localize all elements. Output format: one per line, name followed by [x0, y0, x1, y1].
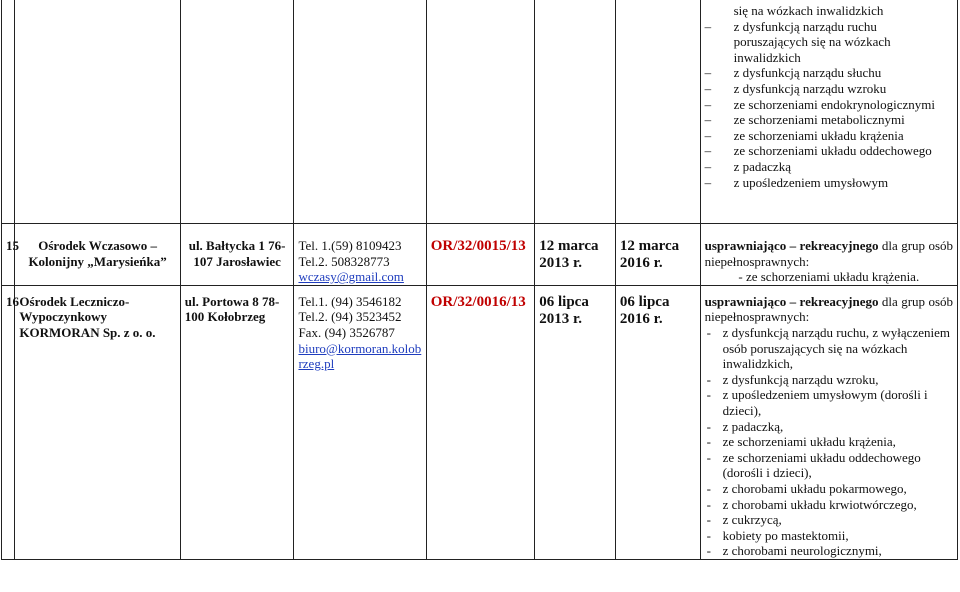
scope-list	[705, 325, 953, 559]
list-item: - z upośledzeniem umysłowym (dorośli i dzieci),	[705, 387, 953, 418]
list-item: - z dysfunkcją narządu wzroku,	[705, 372, 953, 388]
list-item: - ze schorzeniami układu oddechowego (dorośli i dzieci),	[705, 450, 953, 481]
date-to	[615, 0, 700, 224]
facility-address	[180, 0, 294, 224]
date-from: 06 lipca 2013 r.	[535, 285, 616, 559]
list-item: - ze schorzeniami układu krążenia.	[738, 269, 920, 285]
facility-name: Ośrodek Leczniczo-Wypoczynkowy KORMORAN Sp. z o. o.	[15, 285, 180, 559]
email-link[interactable]: wczasy@gmail.com	[298, 269, 404, 285]
list-item: - z padaczką,	[705, 419, 953, 435]
row-number: 15	[2, 224, 15, 286]
scope-list	[705, 3, 953, 190]
date-to: 06 lipca 2016 r.	[615, 285, 700, 559]
table-row	[2, 224, 958, 286]
scope-cell: usprawniająco – rekreacyjnego dla grup osób niepełnosprawnych: - ze schorzeniami układu krążenia.	[700, 224, 957, 286]
row-number	[2, 0, 15, 224]
row-number: 16	[2, 285, 15, 559]
facility-address: ul. Bałtycka 1 76-107 Jarosławiec	[180, 224, 294, 286]
date-from: 12 marca 2013 r.	[535, 224, 616, 286]
list-item: – ze schorzeniami endokrynologicznymi	[705, 97, 953, 113]
list-item: – ze schorzeniami układu krążenia	[705, 128, 953, 144]
table-row	[2, 285, 958, 559]
registration-code: OR/32/0016/13	[426, 285, 535, 559]
date-to: 12 marca 2016 r.	[615, 224, 700, 286]
list-item: - z dysfunkcją narządu ruchu, z wyłączeniem osób poruszających się na wózkach inwalidzkich,	[705, 325, 953, 372]
list-item: - z chorobami układu pokarmowego,	[705, 481, 953, 497]
list-item: – ze schorzeniami układu oddechowego	[705, 143, 953, 159]
facility-contact: Tel. 1.(59) 8109423 Tel.2. 508328773 wczasy@gmail.com	[294, 224, 426, 286]
scope-cell	[700, 0, 957, 224]
facilities-table	[1, 0, 958, 560]
list-item: – z dysfunkcją narządu słuchu	[705, 65, 953, 81]
scope-cell: usprawniająco – rekreacyjnego dla grup osób niepełnosprawnych: - z dysfunkcją narządu ruchu, z wyłączeniem osób poruszających się na wózkach inwalidzkich, - z dysfunkcją narządu wzroku, - z upośledzeniem umysłowym (dorośli i dzieci), - z padaczką, - ze schorzeniami układu krążenia, - ze schorzeniami układu oddechowego (dorośli i dzieci), - z chorobami układu pokarmowego, - z chorobami układu krwiotwórczego, - z cukrzycą, - kobiety po mastektomii, - z chorobami neurologicznymi,	[700, 285, 957, 559]
list-item: – z dysfunkcją narządu wzroku	[705, 81, 953, 97]
registration-code: OR/32/0015/13	[426, 224, 535, 286]
facility-contact	[294, 0, 426, 224]
facility-name	[15, 0, 180, 224]
date-from	[535, 0, 616, 224]
list-item: – z upośledzeniem umysłowym	[705, 175, 953, 191]
registration-code	[426, 0, 535, 224]
list-item: - kobiety po mastektomii,	[705, 528, 953, 544]
list-item: się na wózkach inwalidzkich	[733, 3, 884, 18]
table-row	[2, 0, 958, 224]
facility-name: Ośrodek Wczasowo – Kolonijny „Marysieńka”	[15, 224, 180, 286]
list-item: - z chorobami neurologicznymi,	[705, 543, 953, 559]
email-link[interactable]: biuro@kormoran.kolobrzeg.pl	[298, 340, 422, 372]
facility-address: ul. Portowa 8 78-100 Kołobrzeg	[180, 285, 294, 559]
list-item: – z padaczką	[705, 159, 953, 175]
list-item: - ze schorzeniami układu krążenia,	[705, 434, 953, 450]
list-item: – z dysfunkcją narządu ruchu poruszających się na wózkach inwalidzkich	[705, 19, 953, 66]
list-item: – ze schorzeniami metabolicznymi	[705, 112, 953, 128]
list-item: - z chorobami układu krwiotwórczego,	[705, 497, 953, 513]
list-item: - z cukrzycą,	[705, 512, 953, 528]
facility-contact: Tel.1. (94) 3546182 Tel.2. (94) 3523452 Fax. (94) 3526787 biuro@kormoran.kolobrzeg.pl	[294, 285, 426, 559]
